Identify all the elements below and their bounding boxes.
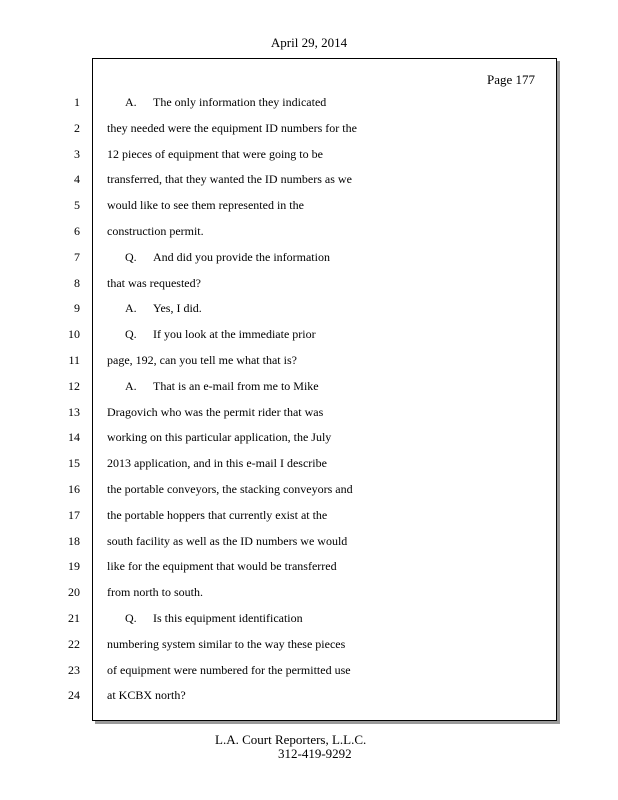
line-text: of equipment were numbered for the permitted use [107,663,351,677]
transcript-line [107,456,547,470]
line-number: 3 [74,147,80,161]
line-number: 18 [68,534,80,548]
transcript-line [107,559,547,573]
speaker-label: Q. [125,327,137,341]
transcript-line [125,95,565,109]
line-text: Is this equipment identification [153,611,303,625]
speaker-label: A. [125,301,137,315]
line-text: like for the equipment that would be transferred [107,559,337,573]
footer-phone: 312-419-9292 [278,746,352,761]
line-number: 21 [68,611,80,625]
transcript-line [107,637,547,651]
line-number: 7 [74,250,80,264]
line-number: 9 [74,301,80,315]
page-number: Page 177 [486,72,535,87]
transcript-line [107,353,547,367]
line-number: 22 [68,637,80,651]
transcript-line [125,327,565,341]
line-text: Dragovich who was the permit rider that was [107,405,324,419]
line-text: And did you provide the information [153,250,330,264]
line-text: page, 192, can you tell me what that is? [107,353,297,367]
line-text: If you look at the immediate prior [153,327,316,341]
transcript-line [125,250,565,264]
transcript-line [107,663,547,677]
transcript-line [107,585,547,599]
line-text: would like to see them represented in the [107,198,304,212]
line-text: numbering system similar to the way these pieces [107,637,346,651]
line-text: transferred, that they wanted the ID numbers as we [107,172,352,186]
line-number: 4 [74,172,80,186]
speaker-label: A. [125,95,137,109]
line-number: 24 [68,688,80,702]
line-text: The only information they indicated [153,95,327,109]
transcript-line [125,611,565,625]
line-number: 5 [74,198,80,212]
transcript-line [125,301,565,315]
line-number: 14 [68,430,80,444]
line-text: at KCBX north? [107,688,186,702]
transcript-line [107,147,547,161]
line-text: construction permit. [107,224,204,238]
footer-company: L.A. Court Reporters, L.L.C. [215,732,367,747]
transcript-line [107,430,547,444]
line-number: 1 [74,95,80,109]
line-text: south facility as well as the ID numbers we would [107,534,348,548]
line-text: they needed were the equipment ID numbers for the [107,121,357,135]
speaker-label: Q. [125,611,137,625]
line-number: 15 [68,456,80,470]
transcript-line [107,405,547,419]
line-number: 8 [74,276,80,290]
line-text: That is an e-mail from me to Mike [153,379,319,393]
transcript-line [107,508,547,522]
line-text: the portable conveyors, the stacking conveyors and [107,482,353,496]
transcript-line [107,534,547,548]
line-number: 2 [74,121,80,135]
line-text: the portable hoppers that currently exist at the [107,508,328,522]
transcript-line [107,224,547,238]
line-number: 12 [68,379,80,393]
transcript-line [107,482,547,496]
line-number: 20 [68,585,80,599]
transcript-line [107,688,547,702]
transcript-date: April 29, 2014 [270,35,348,50]
line-text: from north to south. [107,585,203,599]
line-text: 12 pieces of equipment that were going to be [107,147,323,161]
line-number: 10 [68,327,80,341]
transcript-line [107,172,547,186]
line-number: 19 [68,559,80,573]
transcript-line [107,121,547,135]
transcript-line [107,276,547,290]
speaker-label: Q. [125,250,137,264]
line-number: 23 [68,663,80,677]
speaker-label: A. [125,379,137,393]
line-number: 11 [68,353,80,367]
line-number: 17 [68,508,80,522]
transcript-line [125,379,565,393]
line-text: working on this particular application, the July [107,430,332,444]
line-number: 6 [74,224,80,238]
line-text: that was requested? [107,276,201,290]
line-number: 13 [68,405,80,419]
transcript-line [107,198,547,212]
line-number: 16 [68,482,80,496]
line-text: 2013 application, and in this e-mail I describe [107,456,327,470]
line-text: Yes, I did. [153,301,202,315]
